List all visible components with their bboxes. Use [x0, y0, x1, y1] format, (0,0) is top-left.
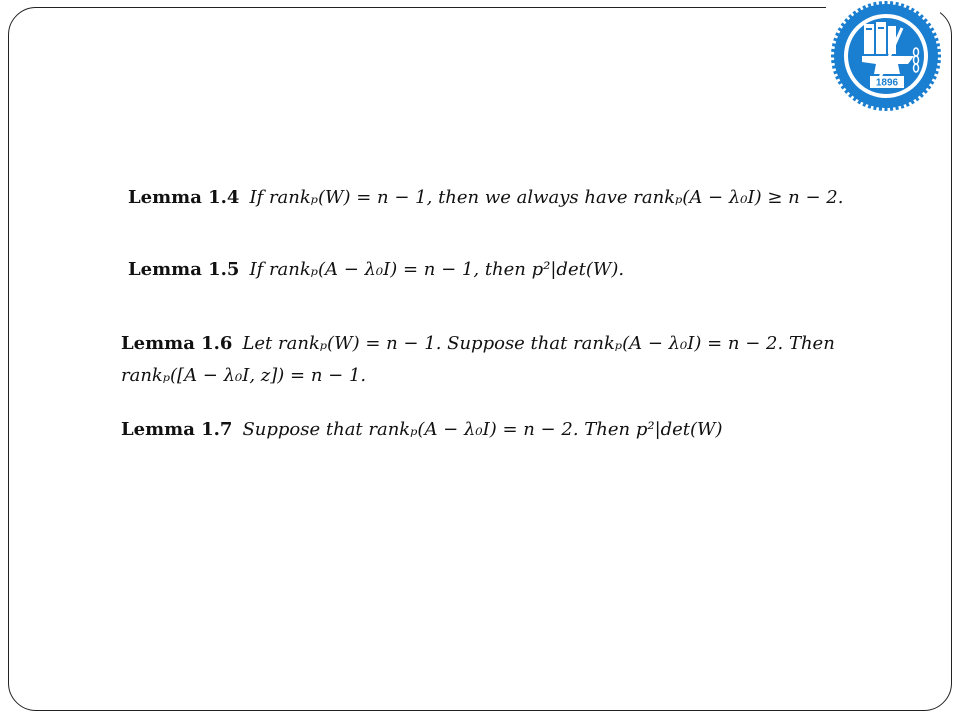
- slide-frame: [8, 7, 952, 711]
- lemma-text: Suppose that rankₚ(A − λ₀I) = n − 2. Then p²|det(W): [242, 419, 723, 440]
- lemma-title: Lemma 1.4: [128, 187, 240, 208]
- lemma-text: If rankₚ(A − λ₀I) = n − 1, then p²|det(W).: [249, 259, 625, 280]
- lemma-title: Lemma 1.5: [128, 259, 240, 280]
- lemma-text: If rankₚ(W) = n − 1, then we always have rankₚ(A − λ₀I) ≥ n − 2.: [249, 187, 844, 208]
- lemma-text: Let rankₚ(W) = n − 1. Suppose that rankₚ(A − λ₀I) = n − 2. Then: [242, 333, 835, 354]
- lemma-1-4: [128, 182, 843, 213]
- lemma-text-continuation: rankₚ([A − λ₀I, z]) = n − 1.: [121, 365, 367, 386]
- lemma-1-5: [128, 254, 624, 285]
- lemma-title: Lemma 1.6: [121, 333, 233, 354]
- lemma-title: Lemma 1.7: [121, 419, 233, 440]
- lemma-1-6: [121, 328, 835, 359]
- logo-year: 1896: [875, 77, 899, 89]
- lemma-1-6-continuation: [121, 360, 366, 391]
- lemma-1-7: [121, 414, 723, 445]
- university-seal-icon: [828, 0, 944, 112]
